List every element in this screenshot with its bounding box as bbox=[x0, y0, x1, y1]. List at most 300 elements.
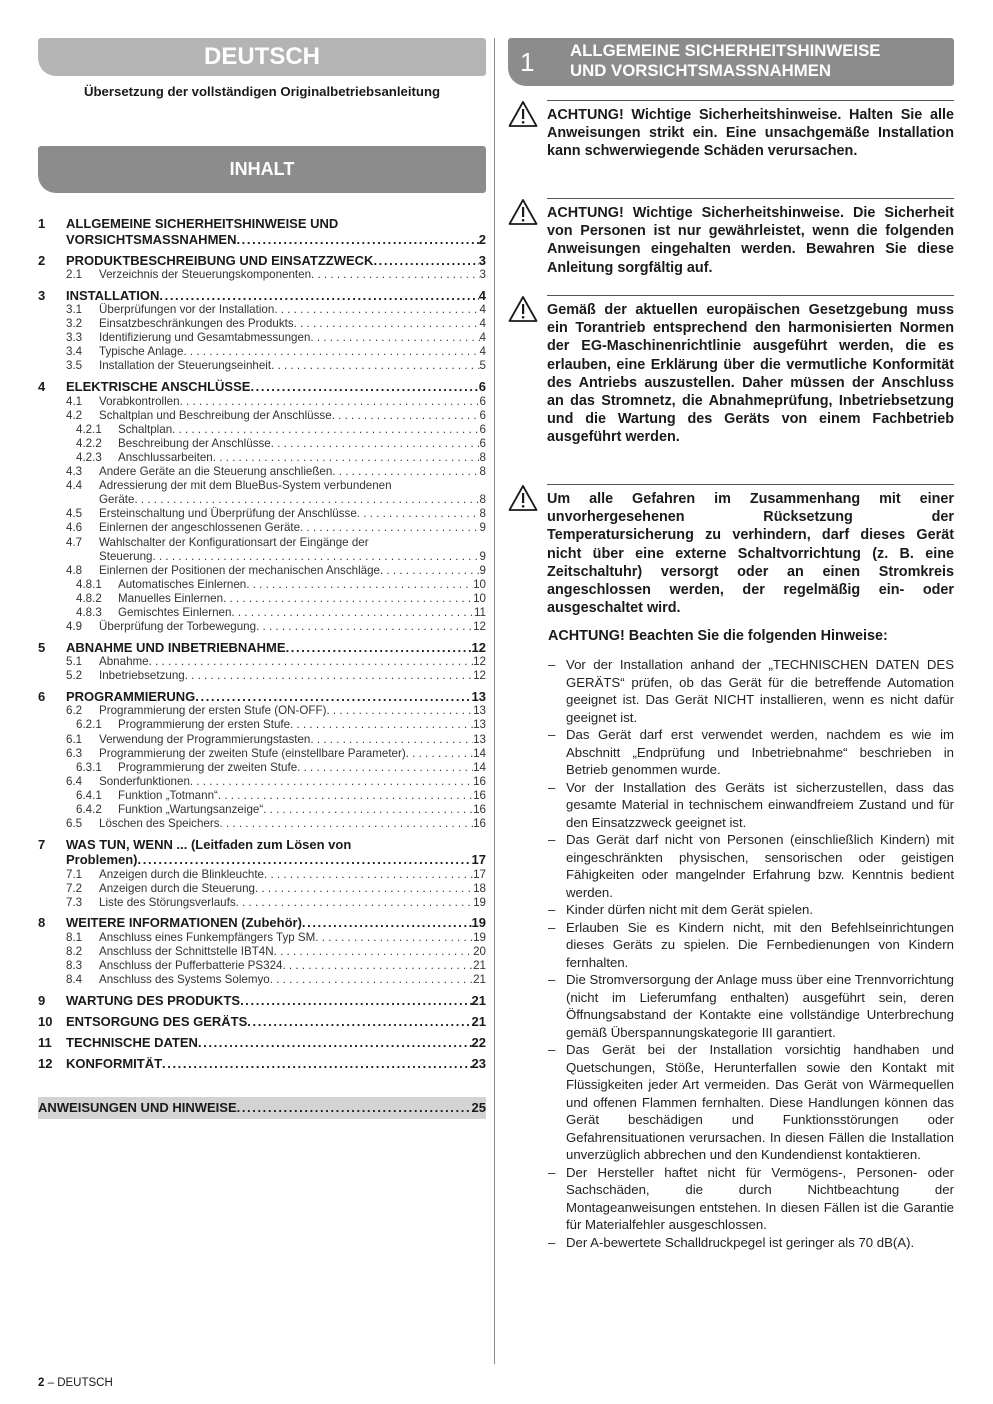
warning-triangle-icon bbox=[508, 295, 538, 323]
toc-entry-number: 6 bbox=[38, 688, 46, 704]
toc-leader bbox=[406, 747, 473, 761]
toc-subentry-page: 21 bbox=[473, 959, 486, 973]
toc-subentry-line bbox=[118, 803, 486, 817]
toc-leader bbox=[198, 1035, 472, 1051]
toc-subentry-title: Verwendung der Programmierungstasten bbox=[99, 732, 311, 746]
toc-entry-line bbox=[66, 1014, 486, 1030]
toc-section bbox=[38, 1056, 486, 1072]
toc-section bbox=[38, 216, 486, 247]
toc-subentry[interactable] bbox=[38, 882, 486, 896]
toc-subentry-body bbox=[99, 882, 486, 896]
toc-subentry-title: Anschluss eines Funkempfängers Typ SM bbox=[99, 930, 316, 944]
bullet-dash: – bbox=[548, 657, 556, 672]
toc-leader bbox=[311, 268, 480, 282]
toc-subentry-body bbox=[118, 803, 486, 817]
toc-subentry-line bbox=[99, 493, 486, 507]
table-of-contents bbox=[38, 216, 486, 1077]
toc-entry[interactable] bbox=[38, 689, 486, 705]
toc-entry-line bbox=[66, 379, 486, 395]
toc-entry-title: WARTUNG DES PRODUKTS bbox=[66, 992, 241, 1008]
toc-subentry[interactable] bbox=[38, 789, 486, 803]
toc-entry[interactable] bbox=[38, 1014, 486, 1030]
toc-entry-number: 9 bbox=[38, 992, 46, 1008]
toc-subentry-body bbox=[118, 423, 486, 437]
toc-subentry-line bbox=[99, 655, 486, 669]
notice-list bbox=[548, 656, 954, 1251]
toc-subentry[interactable] bbox=[38, 655, 486, 669]
toc-leader bbox=[357, 507, 480, 521]
toc-entry-body bbox=[38, 1035, 486, 1051]
toc-subentry[interactable] bbox=[38, 704, 486, 718]
toc-leader bbox=[134, 493, 479, 507]
toc-entry-number: 5 bbox=[38, 639, 46, 655]
notice-list-item bbox=[548, 779, 954, 832]
toc-subentry[interactable] bbox=[38, 359, 486, 373]
toc-leader bbox=[180, 395, 480, 409]
toc-subentry-line bbox=[99, 395, 486, 409]
toc-section bbox=[38, 640, 486, 684]
toc-entry[interactable] bbox=[38, 993, 486, 1009]
toc-leader bbox=[213, 451, 480, 465]
toc-subentry[interactable] bbox=[38, 592, 486, 606]
toc-entry-title: KONFORMITÄT bbox=[66, 1055, 163, 1071]
toc-leader bbox=[264, 868, 473, 882]
toc-subentry-number: 4.1 bbox=[66, 394, 83, 408]
notice-list-item bbox=[548, 1234, 954, 1252]
toc-subentry-title: Einsatzbeschränkungen des Produkts bbox=[99, 317, 294, 331]
toc-entry-line bbox=[66, 852, 486, 868]
toc-subentry-line bbox=[99, 896, 486, 910]
toc-subentry-number: 5.1 bbox=[66, 655, 83, 669]
toc-subentry-line bbox=[99, 345, 486, 359]
toc-entry-page: 17 bbox=[471, 852, 486, 868]
toc-subentry-title: Programmierung der ersten Stufe (ON-OFF) bbox=[99, 704, 327, 718]
section-title-line-2: UND VORSICHTSMASSNAHMEN bbox=[570, 60, 832, 80]
warning-rule bbox=[547, 198, 954, 199]
toc-subentry-body bbox=[99, 747, 486, 761]
toc-leader bbox=[373, 253, 478, 269]
toc-subentry-line bbox=[99, 331, 486, 345]
toc-subentry-body bbox=[99, 409, 486, 423]
toc-subentry-body bbox=[99, 931, 486, 945]
notice-list-item bbox=[548, 1164, 954, 1234]
toc-entry-number: 4 bbox=[38, 379, 46, 395]
toc-subentry-line bbox=[99, 973, 486, 987]
toc-subentry[interactable] bbox=[38, 669, 486, 683]
toc-leader bbox=[237, 1097, 472, 1119]
toc-entry-page: 2 bbox=[478, 231, 486, 247]
toc-subentry-title: Überprüfungen vor der Installation bbox=[99, 303, 275, 317]
toc-subentry-line bbox=[99, 704, 486, 718]
warning-triangle-icon bbox=[508, 484, 538, 512]
notice-list-item bbox=[548, 726, 954, 779]
toc-subentry-title-line: Adressierung der mit dem BlueBus-System verbundenen bbox=[99, 479, 392, 493]
toc-subentry-line bbox=[99, 359, 486, 373]
toc-subentry-number: 4.7 bbox=[66, 535, 83, 549]
toc-subentry-title: Schaltplan bbox=[118, 422, 173, 436]
toc-subentry-body bbox=[118, 606, 486, 620]
toc-subentry[interactable] bbox=[38, 345, 486, 359]
toc-subentry[interactable] bbox=[38, 775, 486, 789]
toc-subentry-number: 6.4.2 bbox=[76, 803, 102, 816]
toc-subentry[interactable] bbox=[38, 507, 486, 521]
toc-subentry-title: Einlernen der Positionen der mechanischen Anschläge bbox=[99, 563, 381, 577]
toc-subentry-body bbox=[99, 945, 486, 959]
toc-subentry-page: 3 bbox=[479, 268, 486, 281]
toc-entry[interactable] bbox=[38, 253, 486, 269]
toc-subentry[interactable] bbox=[38, 395, 486, 409]
warning-rule bbox=[547, 295, 954, 296]
toc-leader bbox=[231, 606, 474, 620]
toc-subentry-body bbox=[99, 317, 486, 331]
toc-subentry-line bbox=[99, 409, 486, 423]
notice-list-item bbox=[548, 919, 954, 972]
toc-leader bbox=[270, 973, 473, 987]
toc-subentry-title: Überprüfung der Torbewegung bbox=[99, 620, 257, 634]
toc-subentry-page: 20 bbox=[473, 945, 486, 959]
toc-leader bbox=[271, 359, 479, 373]
toc-subentry[interactable] bbox=[38, 718, 486, 732]
toc-section bbox=[38, 993, 486, 1009]
toc-subentry-page: 13 bbox=[473, 704, 486, 718]
toc-subentry-number: 8.1 bbox=[66, 930, 83, 944]
toc-subentry[interactable] bbox=[38, 620, 486, 634]
page-footer-separator: – bbox=[44, 1377, 58, 1389]
toc-subentry-page: 9 bbox=[479, 549, 486, 563]
section-banner bbox=[508, 38, 954, 86]
toc-entry-body bbox=[38, 379, 486, 395]
toc-subentry-body bbox=[118, 437, 486, 451]
toc-subentry-page: 6 bbox=[479, 436, 486, 450]
toc-leader bbox=[220, 817, 474, 831]
notice-text: Das Gerät darf nicht von Personen (einschließlich Kindern) mit eingeschränkten physischen, sensorischen oder geistigen Fähigkeiten oder mangelnder Erfahrung bzw. Kenntnis bedient werden. bbox=[566, 832, 954, 900]
toc-subentry-title: Manuelles Einlernen bbox=[118, 591, 224, 605]
toc-subentry[interactable] bbox=[38, 479, 486, 507]
toc-subentry[interactable] bbox=[38, 317, 486, 331]
toc-leader bbox=[190, 775, 473, 789]
toc-entry-body bbox=[38, 216, 486, 247]
column-divider bbox=[494, 38, 495, 1364]
toc-subentry-page: 16 bbox=[473, 817, 486, 831]
notice-text: Erlauben Sie es Kindern nicht, mit den Befehlseinrichtungen dieses Geräts zu spielen. Die Fernbedienungen von Kindern fernhalten. bbox=[566, 919, 954, 970]
toc-subentry-page: 6 bbox=[479, 422, 486, 436]
toc-entry-page: 13 bbox=[471, 688, 486, 704]
toc-subentry[interactable] bbox=[38, 896, 486, 910]
toc-footer-entry[interactable] bbox=[38, 1097, 486, 1119]
toc-leader bbox=[255, 882, 473, 896]
toc-subentry-body bbox=[99, 868, 486, 882]
notice-list-item bbox=[548, 971, 954, 1041]
toc-entry[interactable] bbox=[38, 837, 486, 868]
toc-entry-title: ELEKTRISCHE ANSCHLÜSSE bbox=[66, 379, 251, 395]
toc-subentry-title: Andere Geräte an die Steuerung anschließen bbox=[99, 465, 333, 479]
toc-subentry-line bbox=[99, 465, 486, 479]
toc-subentry[interactable] bbox=[38, 761, 486, 775]
toc-subentry-number: 4.8.3 bbox=[76, 605, 102, 619]
toc-subentry-title: Inbetriebsetzung bbox=[99, 669, 185, 683]
toc-subentry[interactable] bbox=[38, 303, 486, 317]
toc-subentry-body bbox=[118, 761, 486, 775]
toc-subentry-title: Anschluss des Systems Solemyo bbox=[99, 973, 270, 987]
toc-subentry-body bbox=[118, 578, 486, 592]
toc-leader bbox=[172, 423, 479, 437]
toc-subentry-title: Anzeigen durch die Steuerung bbox=[99, 881, 255, 895]
toc-leader bbox=[223, 592, 473, 606]
toc-entry-title-line: ALLGEMEINE SICHERHEITSHINWEISE UND bbox=[66, 216, 339, 231]
warning-text: Gemäß der aktuellen europäischen Gesetzgebung muss ein Torantrieb entsprechend den harmonisierten Normen der EG-Maschinenrichtlinie ausgeführt werden, die es erlauben, eine Erklärung über die vermutliche Konformität des Antriebs auszustellen. Daher müssen der Anschluss an das Stromnetz, die Abnahmeprüfung, Inbetriebsetzung und die Wartung des Geräts von einem Fachbetrieb ausgeführt werden. bbox=[547, 302, 954, 446]
toc-subentry-body bbox=[99, 395, 486, 409]
bullet-dash: – bbox=[548, 779, 556, 795]
toc-subentry-body bbox=[118, 451, 486, 465]
toc-subentry-title: Anschluss der Schnittstelle IBT4N bbox=[99, 945, 274, 959]
toc-subentry-page: 8 bbox=[479, 450, 486, 464]
section-title-line-1: ALLGEMEINE SICHERHEITSHINWEISE bbox=[570, 41, 881, 60]
toc-subentry-body bbox=[99, 704, 486, 718]
toc-subentry-title: Beschreibung der Anschlüsse bbox=[118, 436, 271, 450]
toc-subentry[interactable] bbox=[38, 973, 486, 987]
toc-subentry-number: 5.2 bbox=[66, 669, 83, 683]
toc-subentry-title: Installation der Steuerungseinheit bbox=[99, 359, 272, 373]
toc-subentry-page: 6 bbox=[479, 394, 486, 408]
toc-subentry[interactable] bbox=[38, 959, 486, 973]
toc-footer-title: ANWEISUNGEN UND HINWEISE bbox=[38, 1100, 237, 1115]
toc-section bbox=[38, 1014, 486, 1030]
toc-subentry[interactable] bbox=[38, 268, 486, 282]
toc-leader bbox=[159, 288, 478, 304]
toc-entry-title: Problemen) bbox=[66, 852, 138, 868]
toc-subentry-body bbox=[99, 655, 486, 669]
bullet-dash: – bbox=[548, 832, 556, 847]
toc-subentry-page: 12 bbox=[473, 655, 486, 669]
notice-list-item bbox=[548, 901, 954, 919]
toc-subentry[interactable] bbox=[38, 733, 486, 747]
toc-subentry-body bbox=[99, 479, 486, 507]
toc-entry-body bbox=[38, 993, 486, 1009]
notice-list-item bbox=[548, 831, 954, 901]
toc-subentry-page: 4 bbox=[479, 331, 486, 345]
toc-section bbox=[38, 1035, 486, 1051]
toc-subentry[interactable] bbox=[38, 606, 486, 620]
toc-subentry-number: 6.3 bbox=[66, 746, 83, 760]
toc-subentry-number: 4.2.2 bbox=[76, 436, 102, 450]
notice-text: Kinder dürfen nicht mit dem Gerät spielen. bbox=[566, 902, 814, 917]
bullet-dash: – bbox=[548, 727, 556, 742]
toc-subentry-page: 14 bbox=[473, 760, 486, 774]
toc-subentry-line bbox=[118, 789, 486, 803]
toc-subentry-title: Anschlussarbeiten bbox=[118, 450, 213, 464]
toc-entry[interactable] bbox=[38, 915, 486, 931]
toc-entry-line bbox=[66, 288, 486, 304]
notice-text: Vor der Installation anhand der „TECHNISCHEN DATEN DES GERÄTS“ prüfen, ob das Gerät für die betreffende Automation geeignet ist. Das Gerät NICHT installieren, wenn es nicht dafür geeignet ist. bbox=[566, 657, 954, 725]
toc-subentry-title-line: Wahlschalter der Konfigurationsart der Eingänge der bbox=[99, 535, 369, 549]
toc-subentry-line bbox=[99, 945, 486, 959]
toc-section bbox=[38, 915, 486, 987]
toc-subentry-body bbox=[99, 303, 486, 317]
toc-subentry-page: 19 bbox=[473, 930, 486, 944]
toc-leader bbox=[380, 564, 480, 578]
toc-subentry-number: 7.2 bbox=[66, 881, 83, 895]
toc-entry-body bbox=[38, 640, 486, 656]
toc-subentry-page: 5 bbox=[479, 359, 486, 373]
toc-subentry-page: 10 bbox=[473, 577, 486, 591]
toc-subentry-number: 4.8.2 bbox=[76, 591, 102, 605]
notice-list-item bbox=[548, 1041, 954, 1164]
toc-leader bbox=[274, 945, 473, 959]
toc-leader bbox=[300, 521, 479, 535]
page-footer bbox=[38, 1377, 113, 1389]
section-title bbox=[570, 41, 880, 80]
toc-subentry-number: 7.1 bbox=[66, 867, 83, 881]
toc-entry-body bbox=[38, 1056, 486, 1072]
toc-entry-body bbox=[38, 689, 486, 705]
toc-subentry-line bbox=[99, 620, 486, 634]
toc-subentry-line bbox=[99, 817, 486, 831]
toc-subentry-number: 3.4 bbox=[66, 345, 83, 359]
toc-subentry-title: Anzeigen durch die Blinkleuchte bbox=[99, 867, 264, 881]
toc-subentry[interactable] bbox=[38, 465, 486, 479]
toc-subentry[interactable] bbox=[38, 423, 486, 437]
toc-subentry-number: 4.3 bbox=[66, 465, 83, 479]
toc-leader bbox=[271, 437, 480, 451]
toc-subentry[interactable] bbox=[38, 803, 486, 817]
toc-subentry[interactable] bbox=[38, 868, 486, 882]
notice-text: Das Gerät bei der Installation vorsichtig handhaben und Quetschungen, Stöße, Herunterfallen sowie den Kontakt mit Flüssigkeiten jeder Art vermeiden. Das Gerät von Wärmequellen und offenen Flammen fernhalten. Diese Handlungen können das Gerät beschädigen und Funktionsstörungen oder Gefahrensituationen verursachen. In diesen Fällen die Installation unverzüglich abbrechen und den Kundendienst kontaktieren. bbox=[566, 1042, 954, 1162]
toc-leader bbox=[286, 640, 472, 656]
toc-leader bbox=[240, 993, 471, 1009]
toc-subentry-number: 4.2.3 bbox=[76, 450, 102, 464]
toc-subentry-line bbox=[118, 423, 486, 437]
toc-entry-title: INSTALLATION bbox=[66, 287, 160, 303]
toc-entry-body bbox=[38, 915, 486, 931]
toc-subentry[interactable] bbox=[38, 817, 486, 831]
toc-subentry[interactable] bbox=[38, 931, 486, 945]
notice-text: Die Stromversorgung der Anlage muss über eine Trennvorrichtung (nicht im Lieferumfang enthalten) ausgeführt sein, deren Öffnungsabstand der Kontakte eine vollständige Unterbrechung gemäß Überspannungskategorie III garantiert. bbox=[566, 972, 954, 1040]
toc-entry-body bbox=[38, 1014, 486, 1030]
toc-entry-page: 19 bbox=[471, 915, 486, 931]
toc-entry-line bbox=[66, 232, 486, 248]
toc-subentry-body bbox=[99, 536, 486, 564]
toc-subentry-body bbox=[99, 775, 486, 789]
toc-subentry[interactable] bbox=[38, 437, 486, 451]
toc-subentry-page: 21 bbox=[473, 973, 486, 987]
toc-subentry-line bbox=[99, 268, 486, 282]
toc-entry[interactable] bbox=[38, 1056, 486, 1072]
toc-subentry-page: 8 bbox=[479, 507, 486, 521]
toc-subentry-number: 4.8.1 bbox=[76, 577, 102, 591]
toc-leader bbox=[263, 803, 473, 817]
toc-subentry-body bbox=[99, 959, 486, 973]
toc-entry-line bbox=[66, 1056, 486, 1072]
toc-subentry[interactable] bbox=[38, 536, 486, 564]
toc-subentry-title: Automatisches Einlernen bbox=[118, 577, 247, 591]
toc-subentry-title: Gemischtes Einlernen bbox=[118, 605, 232, 619]
toc-entry[interactable] bbox=[38, 1035, 486, 1051]
toc-entry[interactable] bbox=[38, 216, 486, 247]
toc-title: INHALT bbox=[38, 146, 486, 193]
toc-subentry-body bbox=[99, 896, 486, 910]
toc-leader bbox=[332, 409, 480, 423]
toc-entry-number: 1 bbox=[38, 216, 46, 231]
toc-subentry-page: 14 bbox=[473, 746, 486, 760]
toc-entry-page: 23 bbox=[471, 1055, 486, 1071]
toc-subentry[interactable] bbox=[38, 747, 486, 761]
toc-subentry-page: 18 bbox=[473, 881, 486, 895]
toc-subentry-number: 3.3 bbox=[66, 331, 83, 345]
toc-entry-title: PROGRAMMIERUNG bbox=[66, 688, 196, 704]
toc-entry-page: 21 bbox=[471, 992, 486, 1008]
toc-subentry-page: 16 bbox=[473, 774, 486, 788]
page-footer-language: DEUTSCH bbox=[57, 1377, 113, 1389]
toc-subentry-number: 6.3.1 bbox=[76, 760, 102, 774]
toc-entry-title: WEITERE INFORMATIONEN (Zubehör) bbox=[66, 915, 302, 931]
toc-subentry-title: Programmierung der zweiten Stufe bbox=[118, 760, 298, 774]
toc-subentry-title: Anschluss der Pufferbatterie PS324 bbox=[99, 959, 283, 973]
toc-entry[interactable] bbox=[38, 379, 486, 395]
toc-leader bbox=[236, 232, 478, 248]
toc-leader bbox=[153, 550, 480, 564]
toc-subentry-line bbox=[99, 775, 486, 789]
toc-subentry[interactable] bbox=[38, 331, 486, 345]
toc-subentry[interactable] bbox=[38, 578, 486, 592]
toc-subentry-line bbox=[99, 317, 486, 331]
toc-subentry-number: 8.4 bbox=[66, 973, 83, 987]
toc-leader bbox=[297, 761, 473, 775]
toc-leader bbox=[149, 655, 473, 669]
toc-subentry-line bbox=[118, 718, 486, 732]
toc-subentry-page: 8 bbox=[479, 493, 486, 507]
toc-subentry-page: 12 bbox=[473, 669, 486, 683]
toc-leader bbox=[236, 896, 473, 910]
toc-leader bbox=[290, 718, 473, 732]
toc-subentry-title: Typische Anlage bbox=[99, 345, 184, 359]
toc-subentry[interactable] bbox=[38, 564, 486, 578]
toc-subentry-number: 3.1 bbox=[66, 303, 83, 317]
toc-subentry[interactable] bbox=[38, 945, 486, 959]
toc-leader bbox=[310, 331, 479, 345]
warning-triangle-icon bbox=[508, 198, 538, 226]
toc-entry-line bbox=[66, 689, 486, 705]
toc-entry-number: 8 bbox=[38, 915, 46, 931]
notice-text: Der Hersteller haftet nicht für Vermögens-, Personen- oder Sachschäden, die durch Nichtbeachtung der Montageanweisungen entstehen. In diesen Fällen ist die Garantie für Materialfehler ausgeschlossen. bbox=[566, 1164, 954, 1232]
toc-subentry-line bbox=[99, 507, 486, 521]
toc-subentry-line bbox=[118, 761, 486, 775]
toc-entry-page: 6 bbox=[478, 379, 486, 395]
toc-subentry-number: 6.4 bbox=[66, 774, 83, 788]
toc-subentry-number: 6.2 bbox=[66, 704, 83, 718]
toc-subentry[interactable] bbox=[38, 451, 486, 465]
toc-subentry-title: Programmierung der ersten Stufe bbox=[118, 718, 291, 732]
toc-entry[interactable] bbox=[38, 288, 486, 304]
toc-entry-title: ENTSORGUNG DES GERÄTS bbox=[66, 1013, 248, 1029]
toc-subentry-body bbox=[118, 789, 486, 803]
toc-leader bbox=[218, 789, 473, 803]
toc-entry-line bbox=[66, 640, 486, 656]
toc-entry-body bbox=[38, 253, 486, 269]
toc-subentry[interactable] bbox=[38, 409, 486, 423]
toc-leader bbox=[310, 733, 473, 747]
toc-subentry-number: 6.4.1 bbox=[76, 788, 102, 802]
toc-entry-line bbox=[66, 253, 486, 269]
toc-leader bbox=[250, 379, 478, 395]
toc-subentry-body bbox=[99, 359, 486, 373]
toc-subentry-line bbox=[99, 959, 486, 973]
warning-rule bbox=[547, 100, 954, 101]
toc-subentry[interactable] bbox=[38, 521, 486, 535]
toc-subentry-number: 4.4 bbox=[66, 479, 83, 493]
toc-leader bbox=[247, 1014, 471, 1030]
toc-entry[interactable] bbox=[38, 640, 486, 656]
bullet-dash: – bbox=[548, 919, 556, 935]
